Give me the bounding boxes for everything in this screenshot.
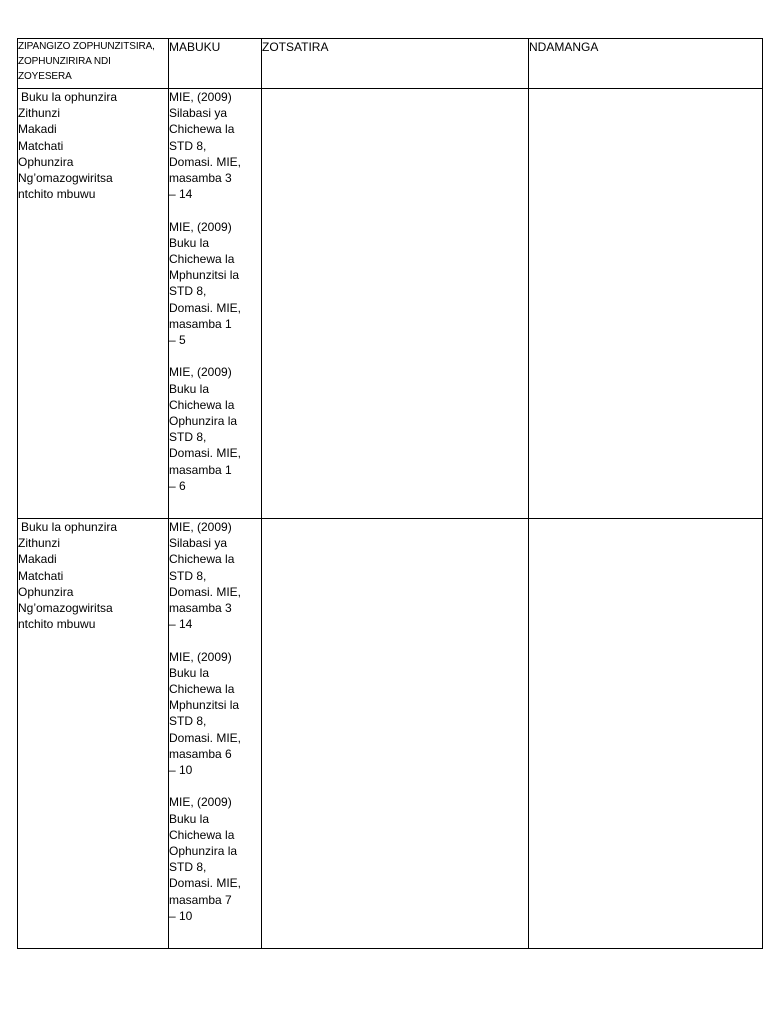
lesson-plan-table (17, 38, 763, 949)
reference-line: Domasi. MIE, (169, 300, 242, 315)
reference-line: masamba 1 (169, 316, 232, 331)
material-item: Zithunzi (18, 106, 61, 121)
reference-line: Chichewa la (169, 122, 235, 137)
remarks-cell (529, 519, 763, 949)
reference-line: Silabasi ya (169, 106, 228, 121)
material-item: Makadi (18, 122, 57, 137)
reference-line: Ophunzira la (169, 414, 238, 429)
material-item: Ophunzira (18, 154, 74, 169)
material-item: Ng’omazogwiritsa (18, 171, 113, 186)
header-remarks: NDAMANGA (529, 39, 763, 89)
table-row (18, 519, 763, 949)
reference-line: Silabasi ya (169, 536, 228, 551)
reference-line: Ophunzira la (169, 844, 238, 859)
material-item: Buku la ophunzira (21, 90, 118, 104)
material-item: Makadi (18, 552, 57, 567)
reference-entry (169, 794, 261, 924)
header-materials-line: ZOPHUNZIRIRA NDI (18, 56, 111, 67)
reference-line: Chichewa la (169, 827, 235, 842)
reference-line: Buku la (169, 235, 210, 250)
material-item: ntchito mbuwu (18, 617, 96, 632)
reference-line: MIE, (2009) (169, 520, 232, 534)
reference-line: STD 8, (169, 860, 207, 875)
reference-line: masamba 7 (169, 892, 232, 907)
reference-entry (169, 364, 261, 494)
reference-line: – 10 (169, 763, 193, 778)
reference-line: masamba 6 (169, 746, 232, 761)
reference-line: masamba 3 (169, 601, 232, 616)
reference-line: masamba 3 (169, 171, 232, 186)
reference-line: Chichewa la (169, 682, 235, 697)
reference-line: Chichewa la (169, 552, 235, 567)
table-header-row (18, 39, 763, 89)
header-materials-line: ZIPANGIZO ZOPHUNZITSIRA, (18, 41, 155, 52)
reference-line: Buku la (169, 381, 210, 396)
material-item: Zithunzi (18, 536, 61, 551)
reference-line: STD 8, (169, 568, 207, 583)
reference-line: Chichewa la (169, 252, 235, 267)
header-materials (18, 39, 169, 89)
reference-line: STD 8, (169, 138, 207, 153)
reference-line: STD 8, (169, 714, 207, 729)
reference-line: Mphunzitsi la (169, 698, 240, 713)
reference-entry (169, 519, 261, 632)
remarks-cell (529, 89, 763, 519)
reference-line: – 5 (169, 333, 186, 348)
outcomes-cell (262, 519, 529, 949)
reference-line: masamba 1 (169, 462, 232, 477)
reference-line: STD 8, (169, 284, 207, 299)
reference-line: MIE, (2009) (169, 365, 232, 380)
material-item: Buku la ophunzira (21, 520, 118, 534)
header-materials-line: ZOYESERA (18, 71, 72, 82)
references-cell (169, 519, 262, 949)
reference-line: Buku la (169, 665, 210, 680)
header-outcomes: ZOTSATIRA (262, 39, 529, 89)
reference-line: MIE, (2009) (169, 90, 232, 104)
reference-line: MIE, (2009) (169, 795, 232, 810)
reference-line: – 14 (169, 187, 193, 202)
outcomes-cell (262, 89, 529, 519)
reference-line: Domasi. MIE, (169, 876, 242, 891)
reference-line: MIE, (2009) (169, 219, 232, 234)
table-row (18, 89, 763, 519)
reference-line: STD 8, (169, 430, 207, 445)
reference-line: – 6 (169, 478, 186, 493)
material-item: Ng’omazogwiritsa (18, 601, 113, 616)
materials-cell (18, 519, 169, 949)
reference-line: Buku la (169, 811, 210, 826)
reference-line: MIE, (2009) (169, 649, 232, 664)
reference-line: Chichewa la (169, 397, 235, 412)
reference-entry (169, 219, 261, 349)
material-item: Matchati (18, 568, 64, 583)
reference-line: Domasi. MIE, (169, 730, 242, 745)
reference-line: Domasi. MIE, (169, 584, 242, 599)
reference-line: Domasi. MIE, (169, 154, 242, 169)
material-item: Matchati (18, 138, 64, 153)
reference-line: Mphunzitsi la (169, 268, 240, 283)
reference-line: – 10 (169, 908, 193, 923)
references-cell (169, 89, 262, 519)
reference-line: – 14 (169, 617, 193, 632)
material-item: ntchito mbuwu (18, 187, 96, 202)
reference-entry (169, 89, 261, 202)
reference-line: Domasi. MIE, (169, 446, 242, 461)
material-item: Ophunzira (18, 584, 74, 599)
materials-cell (18, 89, 169, 519)
header-books: MABUKU (169, 39, 262, 89)
reference-entry (169, 649, 261, 779)
